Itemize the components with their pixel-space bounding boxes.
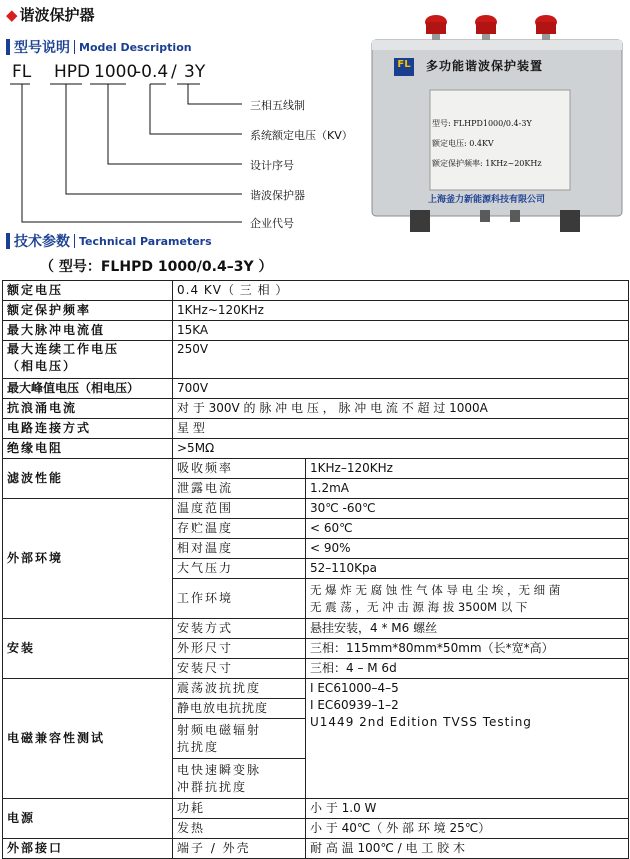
model-code-diagram — [0, 60, 260, 230]
model-description-header — [6, 38, 192, 56]
table-row: 滤波性能 吸收频率 1KHz–120KHz — [3, 459, 629, 479]
table-row: 发热 小 于 40℃（ 外 部 环 境 25℃） — [3, 819, 629, 839]
table-row: 外部环境 温度范围 30℃ -60℃ — [3, 499, 629, 519]
legend-item: 系统额定电压（KV） — [250, 129, 353, 142]
diamond-icon: ◆ — [6, 6, 18, 24]
device-company: 上海釜力新能源科技有限公司 — [428, 195, 546, 205]
spec-table — [2, 280, 629, 859]
table-row: 电源 功耗 小 于 1.0 W — [3, 799, 629, 819]
legend-item: 谐波保护器 — [250, 189, 305, 202]
legend-item: 设计序号 — [250, 159, 294, 172]
device-logo: FL — [397, 59, 411, 70]
table-row: 电快速瞬变脉 冲群抗扰度 — [3, 759, 629, 799]
table-row: 额定保护频率 1KHz~120KHz — [3, 301, 629, 321]
technical-parameters-header — [6, 232, 212, 250]
table-row: 相对温度 < 90% — [3, 539, 629, 559]
section-title-en: Technical Parameters — [79, 234, 212, 248]
table-row: 抗浪涌电流 对 于 300V 的 脉 冲 电 压 ， 脉 冲 电 流 不 超 过 1000A — [3, 399, 629, 419]
table-row: 存贮温度 < 60℃ — [3, 519, 629, 539]
table-row: 绝缘电阻 >5MΩ — [3, 439, 629, 459]
device-photo — [370, 10, 625, 240]
table-row: 安装 安装方式 悬挂安装，4 * M6 螺丝 — [3, 619, 629, 639]
table-row: 最大连续工作电压 （相电压） 250V — [3, 341, 629, 379]
table-row: 静电放电抗扰度 — [3, 699, 629, 719]
table-row: 工作环境 无 爆 炸 无 腐 蚀 性 气 体 导 电 尘 埃 ，无 细 菌 无 震 荡 ，无 冲 击 源 海 拔 3500M 以 下 — [3, 579, 629, 619]
page-title: ◆ 谐波保护器 — [6, 6, 95, 24]
table-row: 大气压力 52–110Kpa — [3, 559, 629, 579]
section-title-cn: 型号说明 — [14, 40, 70, 56]
legend-item: 企业代号 — [250, 217, 294, 230]
section-title-en: Model Description — [79, 40, 192, 54]
table-row: 泄露电流 1.2mA — [3, 479, 629, 499]
model-subtitle: （ 型号：FLHPD 1000/0.4–3Y ） — [40, 259, 273, 275]
device-line: 额定电压: 0.4KV — [432, 139, 494, 148]
table-row: 电磁兼容性测试 震荡波抗扰度 I EC61000–4–5 I EC60939–1–2 U1449 2nd Edition TVSS Testing — [3, 679, 629, 699]
table-row: 外形尺寸 三相：115mm*80mm*50mm（长*宽*高） — [3, 639, 629, 659]
table-row: 外部接口 端子 / 外壳 耐 高 温 100℃ / 电 工 胶 木 — [3, 839, 629, 859]
section-title-cn: 技术参数 — [14, 234, 70, 250]
table-row: 安装尺寸 三相：4 – M 6d — [3, 659, 629, 679]
device-line: 型号: FLHPD1000/0.4-3Y — [432, 119, 532, 128]
legend-item: 三相五线制 — [250, 99, 305, 112]
table-row: 电路连接方式 星 型 — [3, 419, 629, 439]
table-row: 额定电压 0.4 KV（ 三 相 ） — [3, 281, 629, 301]
table-row: 最大峰值电压（相电压） 700V — [3, 379, 629, 399]
table-row: 射频电磁辐射 抗扰度 — [3, 719, 629, 759]
device-title: 多功能谐波保护装置 — [426, 59, 544, 73]
table-row: 最大脉冲电流值 15KA — [3, 321, 629, 341]
device-line: 额定保护频率: 1KHz~20KHz — [432, 159, 542, 168]
